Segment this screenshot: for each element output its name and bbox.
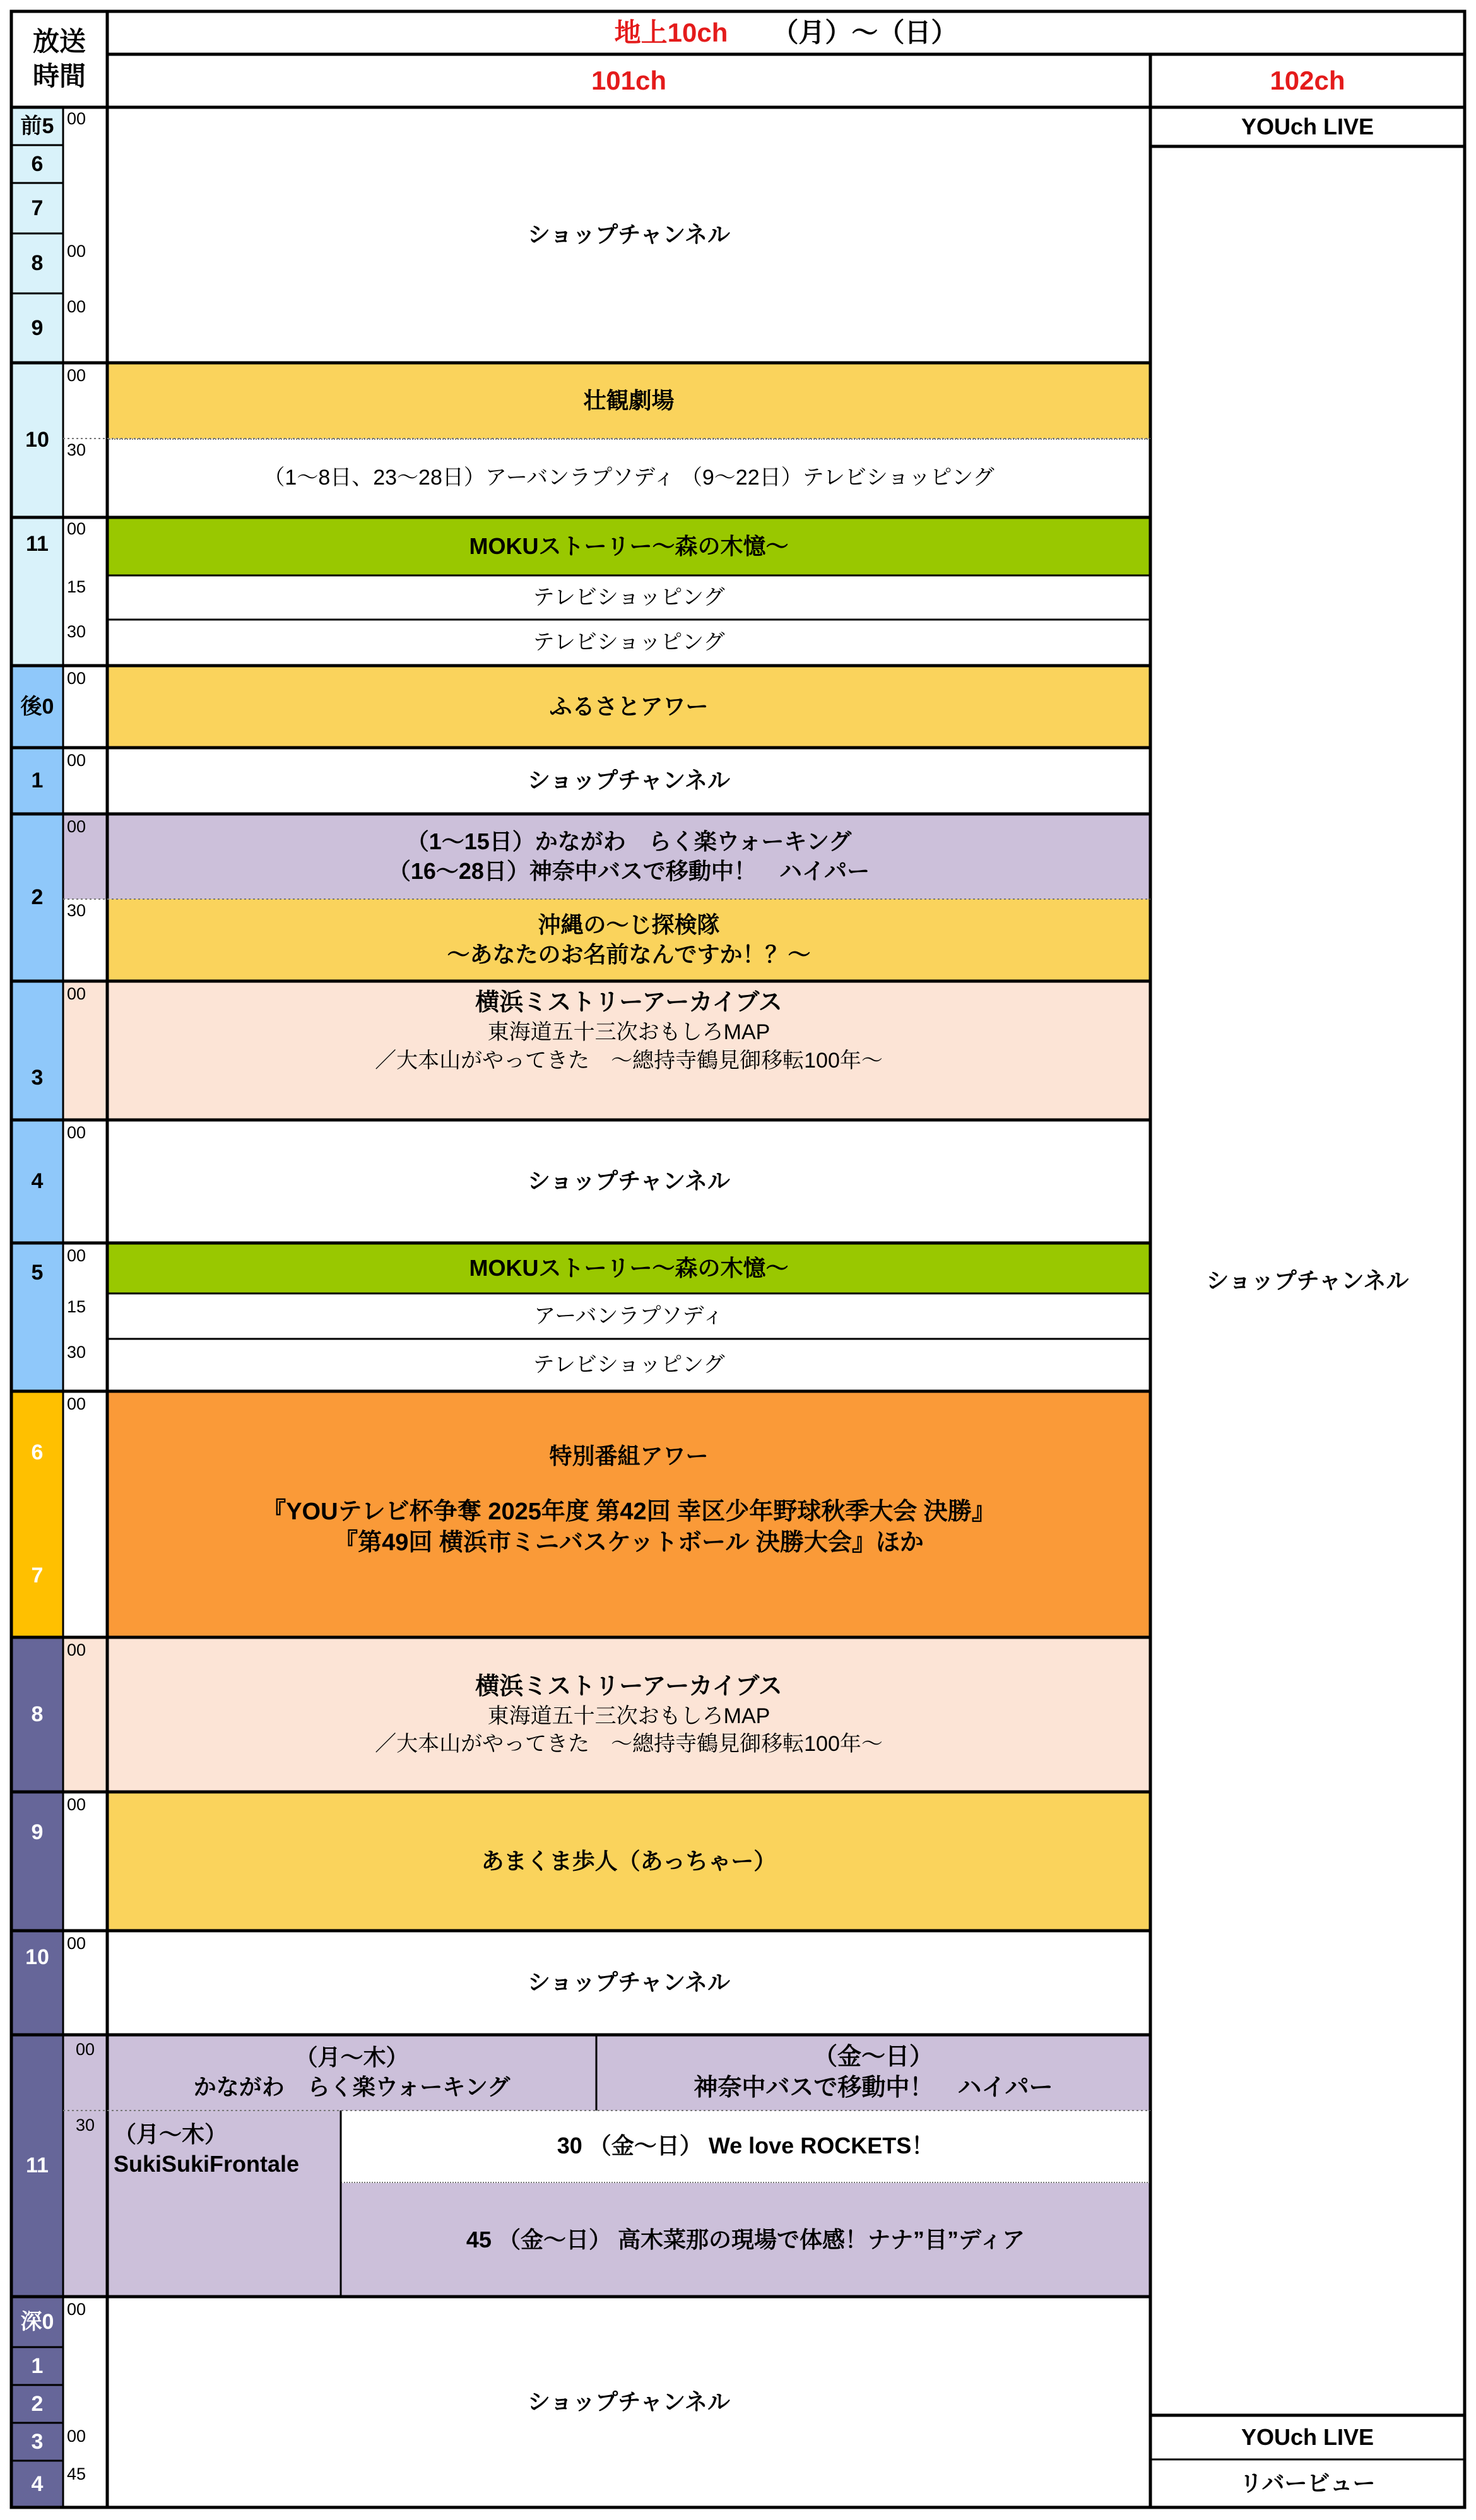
minute-mark: 15 bbox=[67, 577, 86, 596]
program-line: 東海道五十三次おもしろMAP bbox=[487, 1704, 770, 1728]
hour-cell: 1 bbox=[11, 748, 63, 814]
hour-cell: 後0 bbox=[11, 666, 63, 748]
minute-mark: 00 bbox=[67, 519, 86, 538]
channel-title bbox=[107, 11, 1465, 54]
program-line: （金～日） bbox=[813, 2043, 933, 2070]
minute-mark: 00 bbox=[67, 1640, 86, 1659]
program-block[interactable]: ショップチャンネル bbox=[527, 221, 731, 248]
minute-column-night bbox=[63, 2035, 107, 2297]
ch102-program[interactable]: YOUch LIVE bbox=[1241, 2423, 1374, 2450]
hour-cell: 3 bbox=[11, 2423, 63, 2461]
minute-mark: 00 bbox=[76, 2040, 95, 2059]
hour-cell: 7 bbox=[11, 1514, 63, 1637]
hour-cell: 2 bbox=[11, 2385, 63, 2423]
program-line: （月～木） bbox=[114, 2121, 228, 2147]
program-block[interactable] bbox=[107, 981, 1150, 1120]
hour-cell: 6 bbox=[11, 1391, 63, 1514]
minute-mark: 30 bbox=[67, 440, 86, 459]
program-block[interactable]: （1～8日、23～28日）アーバンラプソディ （9～22日）テレビショッピング bbox=[107, 439, 1150, 517]
ch101-header: 101ch bbox=[591, 65, 667, 95]
minute-mark: 00 bbox=[67, 366, 86, 385]
program-line: SukiSukiFrontale bbox=[114, 2150, 300, 2177]
minute-mark: 00 bbox=[67, 669, 86, 688]
minute-mark: 45 bbox=[67, 2464, 86, 2483]
minute-mark: 00 bbox=[67, 2427, 86, 2446]
minute-mark: 00 bbox=[67, 2300, 86, 2319]
minute-mark: 00 bbox=[67, 297, 86, 316]
program-line: 『第49回 横浜市ミニバスケットボール 決勝大会』ほか bbox=[334, 1529, 924, 1557]
program-line: ～あなたのお名前なんですか！？～ bbox=[447, 941, 811, 967]
ch102-header: 102ch bbox=[1270, 65, 1345, 95]
program-block[interactable]: 45 （金～日） 高木菜那の現場で体感！ナナ”目”ディア bbox=[341, 2183, 1150, 2297]
hour-cell: 前5 bbox=[11, 107, 63, 145]
program-line: 『YOUテレビ杯争奪 2025年度 第42回 幸区少年野球秋季大会 決勝』 bbox=[262, 1498, 996, 1525]
program-block[interactable]: ショップチャンネル bbox=[527, 1168, 731, 1194]
hour-cell: 1 bbox=[11, 2347, 63, 2385]
hour-cell: 8 bbox=[11, 1637, 63, 1792]
broadcast-time-label-2: 時間 bbox=[32, 61, 86, 91]
program-block[interactable]: アーバンラプソディ bbox=[534, 1304, 724, 1328]
minute-mark: 00 bbox=[67, 817, 86, 836]
hour-cell: 7 bbox=[11, 183, 63, 233]
program-block[interactable]: 壮観劇場 bbox=[107, 363, 1150, 439]
program-block[interactable] bbox=[107, 1391, 1150, 1637]
program-block[interactable]: MOKUストーリー～森の木憶～ bbox=[107, 1243, 1150, 1293]
minute-column-peach bbox=[63, 1637, 107, 1792]
minute-mark: 00 bbox=[67, 109, 86, 128]
program-block[interactable] bbox=[596, 2035, 1150, 2111]
hour-cell: 11 bbox=[11, 517, 63, 666]
program-line: （16～28日）神奈中バスで移動中！ ハイパー bbox=[387, 857, 870, 884]
program-line: （月～木） bbox=[295, 2044, 409, 2071]
hour-cell: 11 bbox=[11, 2035, 63, 2297]
hour-cell: 4 bbox=[11, 2461, 63, 2507]
broadcast-time-header bbox=[11, 11, 107, 107]
program-block[interactable] bbox=[107, 2111, 341, 2297]
ch102-program[interactable]: リバービュー bbox=[1239, 2470, 1376, 2496]
minute-mark: 00 bbox=[67, 1246, 86, 1265]
minute-mark: 00 bbox=[67, 751, 86, 770]
minute-mark: 00 bbox=[67, 1934, 86, 1953]
hour-cell: 5 bbox=[11, 1243, 63, 1391]
program-title: 特別番組アワー bbox=[549, 1443, 709, 1469]
minute-mark: 30 bbox=[67, 901, 86, 920]
hour-cell: 6 bbox=[11, 145, 63, 183]
days-range: （月）～（日） bbox=[772, 17, 958, 47]
program-block[interactable] bbox=[107, 2035, 596, 2111]
minute-mark: 30 bbox=[67, 1343, 86, 1362]
program-block[interactable]: テレビショッピング bbox=[533, 1353, 725, 1377]
hour-cell: 8 bbox=[11, 233, 63, 293]
program-line: ／大本山がやってきた ～總持寺鶴見御移転100年～ bbox=[375, 1732, 883, 1757]
program-block[interactable] bbox=[107, 899, 1150, 981]
program-block[interactable]: テレビショッピング bbox=[533, 630, 725, 655]
hour-cell: 3 bbox=[11, 981, 63, 1120]
minute-mark: 00 bbox=[67, 1123, 86, 1142]
minute-mark: 00 bbox=[67, 1394, 86, 1413]
ch102-program[interactable]: ショップチャンネル bbox=[1206, 1267, 1409, 1293]
minute-mark: 00 bbox=[67, 242, 86, 261]
minute-mark: 00 bbox=[67, 1795, 86, 1814]
hour-cell: 4 bbox=[11, 1120, 63, 1243]
program-block[interactable]: あまくま歩人（あっちゃー） bbox=[107, 1792, 1150, 1931]
ch102-program[interactable]: YOUch LIVE bbox=[1241, 113, 1374, 139]
program-line: 沖縄の～じ探検隊 bbox=[538, 912, 720, 938]
program-block[interactable]: ショップチャンネル bbox=[527, 1969, 731, 1996]
program-line: （1～15日）かながわ らく楽ウォーキング bbox=[406, 828, 852, 854]
minute-mark: 15 bbox=[67, 1297, 86, 1316]
program-block[interactable]: ショップチャンネル bbox=[527, 767, 731, 794]
hour-cell: 深0 bbox=[11, 2297, 63, 2347]
program-block[interactable]: MOKUストーリー～森の木憶～ bbox=[107, 517, 1150, 575]
hour-cell: 10 bbox=[11, 363, 63, 517]
program-line: 東海道五十三次おもしろMAP bbox=[487, 1020, 770, 1045]
program-block[interactable] bbox=[107, 1637, 1150, 1792]
program-block[interactable]: ショップチャンネル bbox=[527, 2388, 731, 2415]
hour-cell: 9 bbox=[11, 293, 63, 363]
minute-mark: 00 bbox=[67, 984, 86, 1003]
program-title: 横浜ミストリーアーカイブス bbox=[475, 989, 782, 1016]
program-block[interactable]: テレビショッピング bbox=[533, 585, 725, 609]
hour-cell: 2 bbox=[11, 814, 63, 981]
program-block[interactable]: ふるさとアワー bbox=[107, 666, 1150, 748]
terrestrial-channel: 地上10ch bbox=[614, 17, 728, 47]
program-line: 神奈中バスで移動中！ ハイパー bbox=[694, 2075, 1053, 2101]
minute-mark: 30 bbox=[76, 2116, 95, 2134]
program-line: ／大本山がやってきた ～總持寺鶴見御移転100年～ bbox=[375, 1048, 883, 1073]
program-block[interactable]: 30 （金～日） We love ROCKETS！ bbox=[341, 2111, 1150, 2183]
hour-cell: 10 bbox=[11, 1931, 63, 2035]
minute-mark: 30 bbox=[67, 622, 86, 641]
program-line: かながわ らく楽ウォーキング bbox=[193, 2074, 511, 2100]
hour-cell: 9 bbox=[11, 1792, 63, 1931]
broadcast-time-label-1: 放送 bbox=[32, 26, 86, 57]
program-block[interactable] bbox=[107, 814, 1150, 899]
program-title: 横浜ミストリーアーカイブス bbox=[475, 1673, 782, 1700]
